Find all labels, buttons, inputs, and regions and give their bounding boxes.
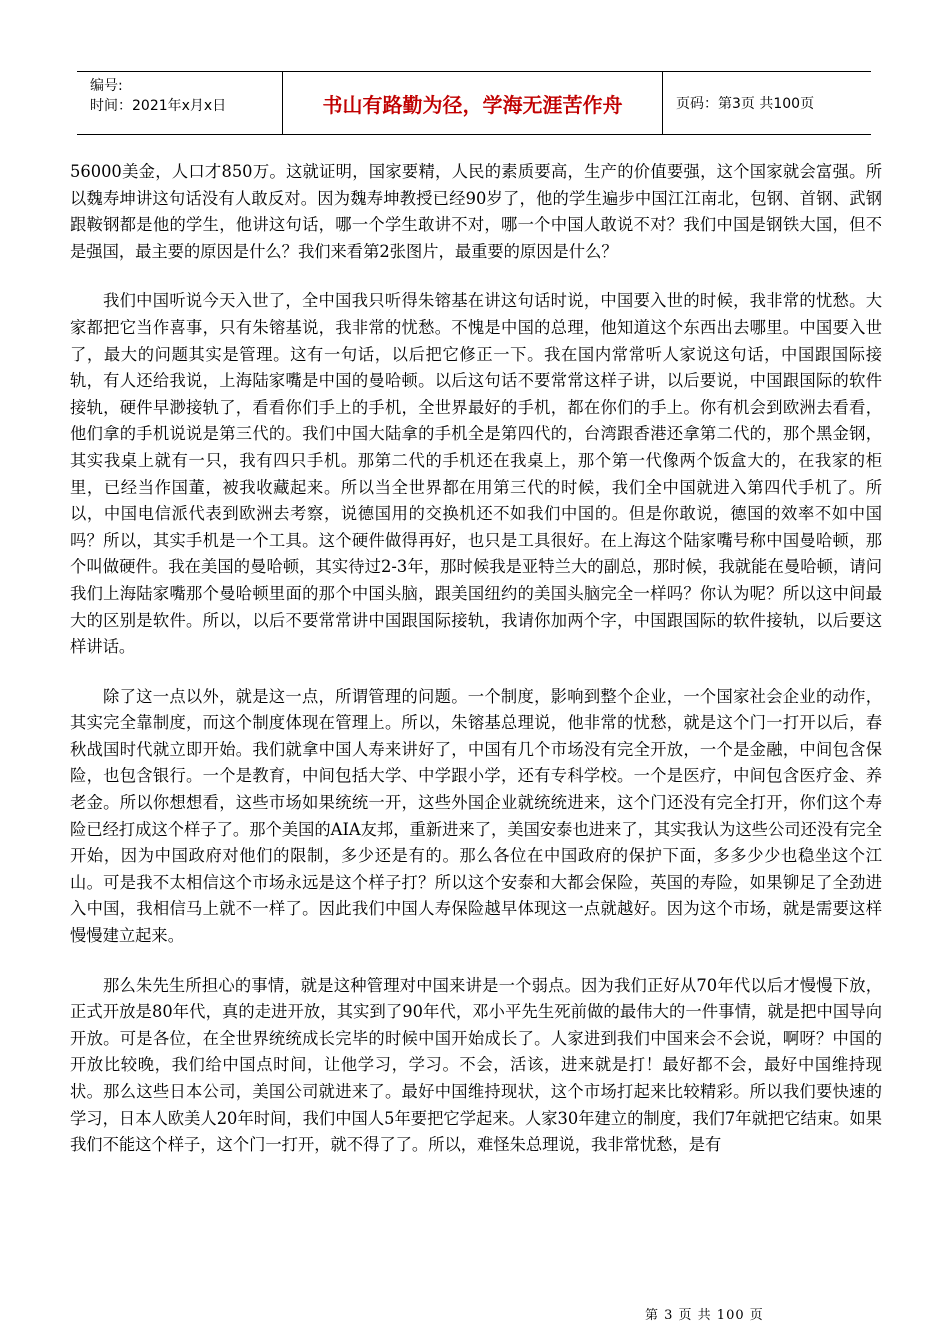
page-header (77, 71, 871, 135)
header-meta (77, 72, 283, 134)
body-paragraph: 除了这一点以外，就是这一点，所谓管理的问题。一个制度，影响到整个企业，一个国家社会企业的动作，其实完全靠制度，而这个制度体现在管理上。所以，朱镕基总理说，他非常的忧愁，就是这个门一打开以后，春秋战国时代就立即开始。我们就拿中国人寿来讲好了，中国有几个市场没有完全开放，一个是金融，中间包含保险，也包含银行。一个是教育，中间包括大学、中学跟小学，还有专科学校。一个是医疗，中间包含医疗金、养老金。所以你想想看，这些市场如果统统一开，这些外国企业就统统进来，这个门还没有完全打开，你们这个寿险已经打成这个样子了。那个美国的AIA友邦，重新进来了，美国安泰也进来了，其实我认为这些公司还没有完全开始，因为中国政府对他们的限制，多少还是有的。那么各位在中国政府的保护下面，多多少少也稳坐这个江山。可是我不太相信这个市场永远是这个样子打？所以这个安泰和大都会保险，英国的寿险，如果铆足了全劲进入中国，我相信马上就不一样了。因此我们中国人寿保险越早体现这一点就越好。因为这个市场，就是需要这样慢慢建立起来。 (70, 686, 882, 946)
header-motto: 书山有路勤为径，学海无涯苦作舟 (283, 72, 663, 134)
header-page-number: 页码：第3页 共100页 (676, 96, 815, 112)
page-footer: 第 3 页 共 100 页 (645, 1308, 764, 1323)
document-number-label: 编号: (90, 78, 123, 94)
document-body (70, 159, 882, 1182)
body-paragraph: 那么朱先生所担心的事情，就是这种管理对中国来讲是一个弱点。因为我们正好从70年代以后才慢慢下放，正式开放是80年代，真的走进开放，其实到了90年代，邓小平先生死前做的最伟大的一件事情，就是把中国导向开放。可是各位，在全世界统统成长完毕的时候中国开始成长了。人家进到我们中国来会不会说，啊呀？中国的开放比较晚，我们给中国点时间，让他学习，学习。不会，活该，进来就是打！最好都不会，最好中国维持现状。那么这些日本公司，美国公司就进来了。最好中国维持现状，这个市场打起来比较精彩。所以我们要快速的学习，日本人欧美人20年时间，我们中国人5年要把它学起来。人家30年建立的制度，我们7年就把它结束。如果我们不能这个样子，这个门一打开，就不得了了。所以，难怪朱总理说，我非常忧愁，是有 (70, 975, 882, 1155)
body-paragraph: 56000美金，人口才850万。这就证明，国家要精，人民的素质要高，生产的价值要强，这个国家就会富强。所以魏寿坤讲这句话没有人敢反对。因为魏寿坤教授已经90岁了，他的学生遍步中国江江南北，包钢、首钢、武钢跟鞍钢都是他的学生，他讲这句话，哪一个学生敢讲不对，哪一个中国人敢说不对？我们中国是钢铁大国，但不是强国，最主要的原因是什么？我们来看第2张图片，最重要的原因是什么？ (70, 162, 882, 261)
body-paragraph: 我们中国听说今天入世了，全中国我只听得朱镕基在讲这句话时说，中国要入世的时候，我非常的忧愁。大家都把它当作喜事，只有朱镕基说，我非常的忧愁。不愧是中国的总理，他知道这个东西出去哪里。中国要入世了，最大的问题其实是管理。这有一句话，以后把它修正一下。我在国内常常听人家说这句话，中国跟国际接轨，有人还给我说，上海陆家嘴是中国的曼哈顿。以后这句话不要常常这样子讲，以后要说，中国跟国际的软件接轨，硬件早渺接轨了，看看你们手上的手机，全世界最好的手机，都在你们的手上。你有机会到欧洲去看看，他们拿的手机说说是第三代的。我们中国大陆拿的手机全是第四代的，台湾跟香港还拿第二代的，那个黑金钢，其实我桌上就有一只，我有四只手机。那第二代的手机还在我桌上，那个第一代像两个饭盒大的，在我家的柜里，已经当作国董，被我收藏起来。所以当全世界都在用第三代的时候，我们全中国就进入第四代手机了。所以，中国电信派代表到欧洲去考察，说德国用的交换机还不如我们中国的。但是你敢说，德国的效率不如中国吗？所以，其实手机是一个工具。这个硬件做得再好，也只是工具很好。在上海这个陆家嘴号称中国曼哈顿，那个叫做硬件。我在美国的曼哈顿，其实待过2-3年，那时候我是亚特兰大的副总，那时候，我就能在曼哈顿，请问我们上海陆家嘴那个曼哈顿里面的那个中国头脑，跟美国纽约的美国头脑完全一样吗？你认为呢？所以这中间最大的区别是软件。所以，以后不要常常讲中国跟国际接轨，我请你加两个字，中国跟国际的软件接轨，以后要这样讲话。 (70, 291, 882, 657)
document-date: 时间：2021年x月x日 (90, 98, 227, 114)
